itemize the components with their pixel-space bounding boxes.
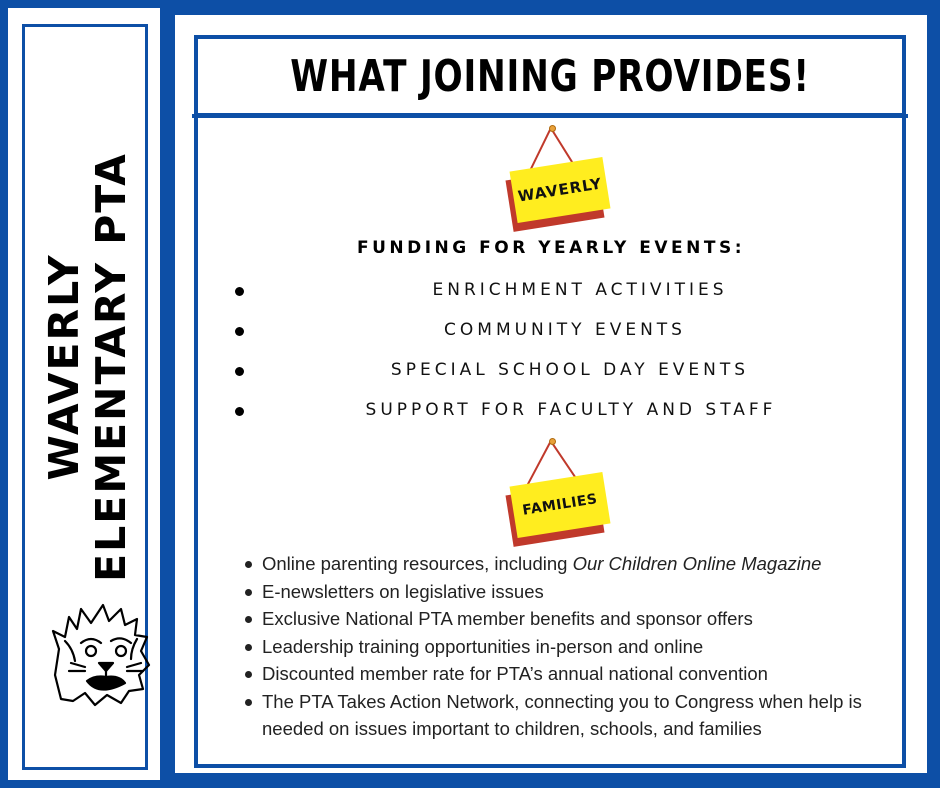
bullet-icon: [245, 699, 252, 706]
list-item: Discounted member rate for PTA’s annual national convention: [245, 660, 885, 688]
left-panel: [8, 8, 160, 780]
list-item: ENRICHMENT ACTIVITIES: [175, 280, 927, 304]
bullet-icon: [245, 589, 252, 596]
title-underline: [192, 114, 908, 118]
list-item: COMMUNITY EVENTS: [175, 320, 927, 344]
list-item: The PTA Takes Action Network, connecting you to Congress when help is needed on issues important to children, schools, and families: [245, 688, 885, 743]
side-title-line1: WAVERLY: [40, 253, 88, 481]
bullet-icon: [245, 561, 252, 568]
list-item: E-newsletters on legislative issues: [245, 578, 885, 606]
events-heading: FUNDING FOR YEARLY EVENTS:: [356, 238, 746, 258]
side-title: [41, 152, 135, 582]
bullet-icon: [245, 671, 252, 678]
side-title-line2: ELEMENTARY PTA: [87, 152, 135, 582]
list-item: Exclusive National PTA member benefits and sponsor offers: [245, 605, 885, 633]
bullet-icon: [245, 644, 252, 651]
waverly-sign: [505, 120, 615, 235]
main-panel: [175, 15, 927, 773]
page-title: WHAT JOINING PROVIDES!: [290, 50, 810, 102]
families-list: [245, 550, 885, 743]
list-item: Online parenting resources, including Our Children Online Magazine: [245, 550, 885, 578]
families-sign-label: FAMILIES: [510, 472, 611, 538]
waverly-sign-label: WAVERLY: [510, 157, 611, 223]
list-item: SUPPORT FOR FACULTY AND STAFF: [175, 400, 927, 424]
list-item: SPECIAL SCHOOL DAY EVENTS: [175, 360, 927, 384]
list-item: Leadership training opportunities in-person and online: [245, 633, 885, 661]
magazine-title: Our Children Online Magazine: [572, 553, 822, 574]
left-panel-frame: [22, 24, 148, 770]
families-sign: [505, 433, 615, 548]
bullet-icon: [245, 616, 252, 623]
nail-icon: [549, 438, 556, 445]
title-box: [194, 35, 906, 117]
wildcat-mascot-icon: [51, 579, 151, 707]
nail-icon: [549, 125, 556, 132]
